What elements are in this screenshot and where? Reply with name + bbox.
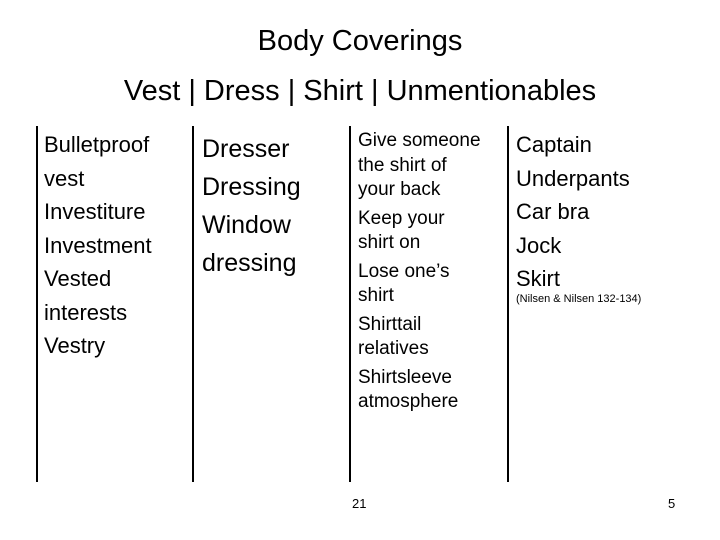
- list-line: atmosphere: [358, 391, 459, 412]
- citation: (Nilsen & Nilsen 132-134): [516, 293, 642, 305]
- list-line: your back: [358, 179, 441, 200]
- page-number: 21: [352, 496, 367, 511]
- dress-column: [202, 130, 301, 282]
- column-divider-left: [36, 126, 38, 482]
- list-item: [358, 313, 481, 362]
- column-divider: [192, 126, 194, 482]
- list-line: the shirt of: [358, 154, 447, 176]
- list-item: [358, 129, 481, 203]
- vest-column: [44, 128, 152, 363]
- column-divider: [507, 126, 509, 482]
- list-line: dressing: [202, 249, 297, 277]
- shirt-column: [358, 129, 481, 419]
- list-line: Jock: [516, 232, 562, 258]
- list-line: Investiture: [44, 199, 146, 224]
- slide-title: Body Coverings: [257, 25, 463, 57]
- list-line: Give someone: [358, 130, 481, 151]
- list-line: Shirttail: [358, 313, 422, 335]
- slide-subtitle: Vest | Dress | Shirt | Unmentionables: [123, 75, 597, 107]
- list-line: Underpants: [516, 165, 630, 191]
- list-line: Shirtsleeve: [358, 366, 452, 388]
- list-line: Vested: [44, 266, 112, 291]
- list-line: Keep your: [358, 207, 445, 229]
- list-line: shirt: [358, 285, 394, 306]
- unmentionables-column: [516, 128, 630, 296]
- list-line: relatives: [358, 338, 429, 359]
- list-item: [358, 366, 481, 415]
- list-line: Vestry: [44, 333, 106, 358]
- list-item: [358, 260, 481, 309]
- list-line: Car bra: [516, 199, 590, 224]
- list-line: Dresser: [202, 135, 290, 163]
- list-line: Bulletproof: [44, 132, 150, 157]
- list-line: shirt on: [358, 232, 421, 253]
- list-line: Skirt: [516, 266, 560, 291]
- column-divider: [349, 126, 351, 482]
- slide-number: 5: [668, 496, 676, 511]
- list-line: vest: [44, 165, 85, 191]
- list-line: interests: [44, 299, 128, 325]
- list-line: Window: [202, 211, 291, 239]
- list-line: Lose one’s: [358, 260, 450, 282]
- list-line: Investment: [44, 232, 152, 258]
- list-item: [358, 207, 481, 256]
- list-line: Captain: [516, 132, 592, 157]
- list-line: Dressing: [202, 173, 301, 201]
